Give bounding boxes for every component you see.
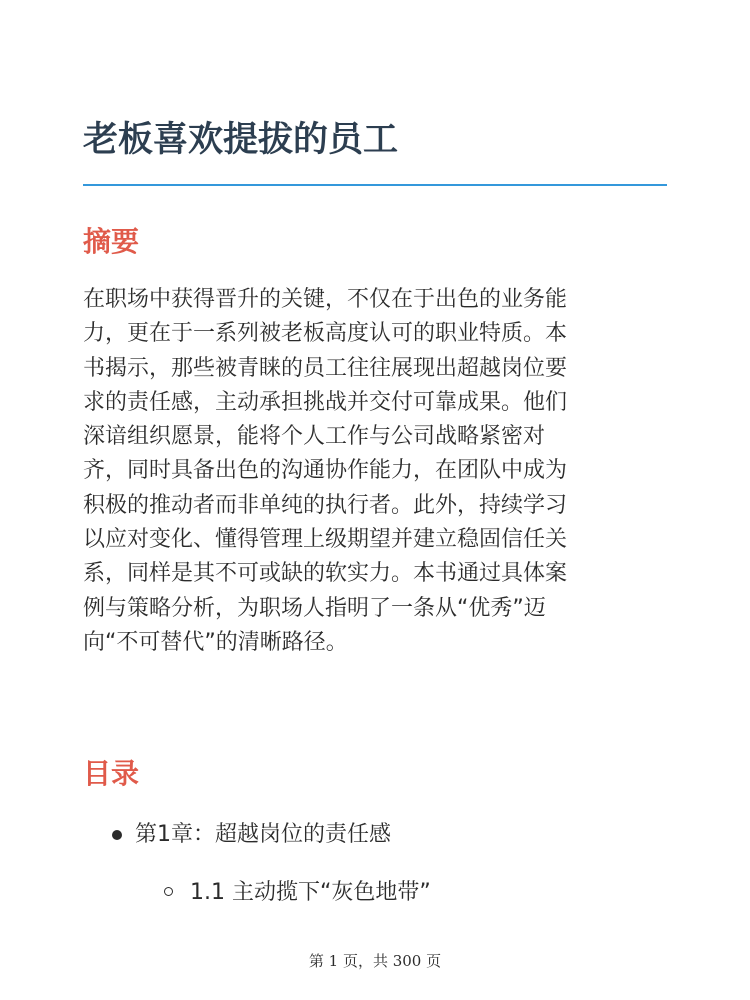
abstract-line: 积极的推动者而非单纯的执行者。此外，持续学习 [83, 492, 568, 518]
page-number-footer: 第 1 页，共 300 页 [308, 952, 442, 970]
abstract-line: 以应对变化、懂得管理上级期望并建立稳固信任关 [83, 527, 568, 553]
abstract-line: 系，同样是其不可或缺的软实力。本书通过具体案 [83, 561, 568, 587]
toc-item-chapter-1[interactable]: 第1章：超越岗位的责任感 [135, 822, 391, 847]
document-title: 老板喜欢提拔的员工 [83, 120, 399, 160]
title-divider [83, 184, 667, 186]
abstract-line: 例与策略分析，为职场人指明了一条从“优秀”迈 [83, 595, 546, 621]
bullet-disc-icon [112, 830, 122, 840]
abstract-heading: 摘要 [83, 225, 140, 258]
abstract-body [83, 283, 673, 660]
toc-heading: 目录 [83, 757, 140, 790]
abstract-line: 在职场中获得晋升的关键，不仅在于出色的业务能 [83, 287, 568, 312]
abstract-line: 书揭示，那些被青睐的员工往往展现出超越岗位要 [83, 355, 568, 381]
abstract-line: 向“不可替代”的清晰路径。 [83, 629, 348, 655]
abstract-line: 力，更在于一系列被老板高度认可的职业特质。本 [83, 321, 568, 347]
toc-item-section-1-1[interactable]: 1.1 主动揽下“灰色地带” [190, 880, 431, 905]
abstract-line: 求的责任感，主动承担挑战并交付可靠成果。他们 [83, 389, 568, 415]
bullet-circle-icon [164, 887, 173, 896]
abstract-line: 齐，同时具备出色的沟通协作能力，在团队中成为 [83, 458, 568, 484]
abstract-line: 深谙组织愿景，能将个人工作与公司战略紧密对 [83, 424, 546, 450]
